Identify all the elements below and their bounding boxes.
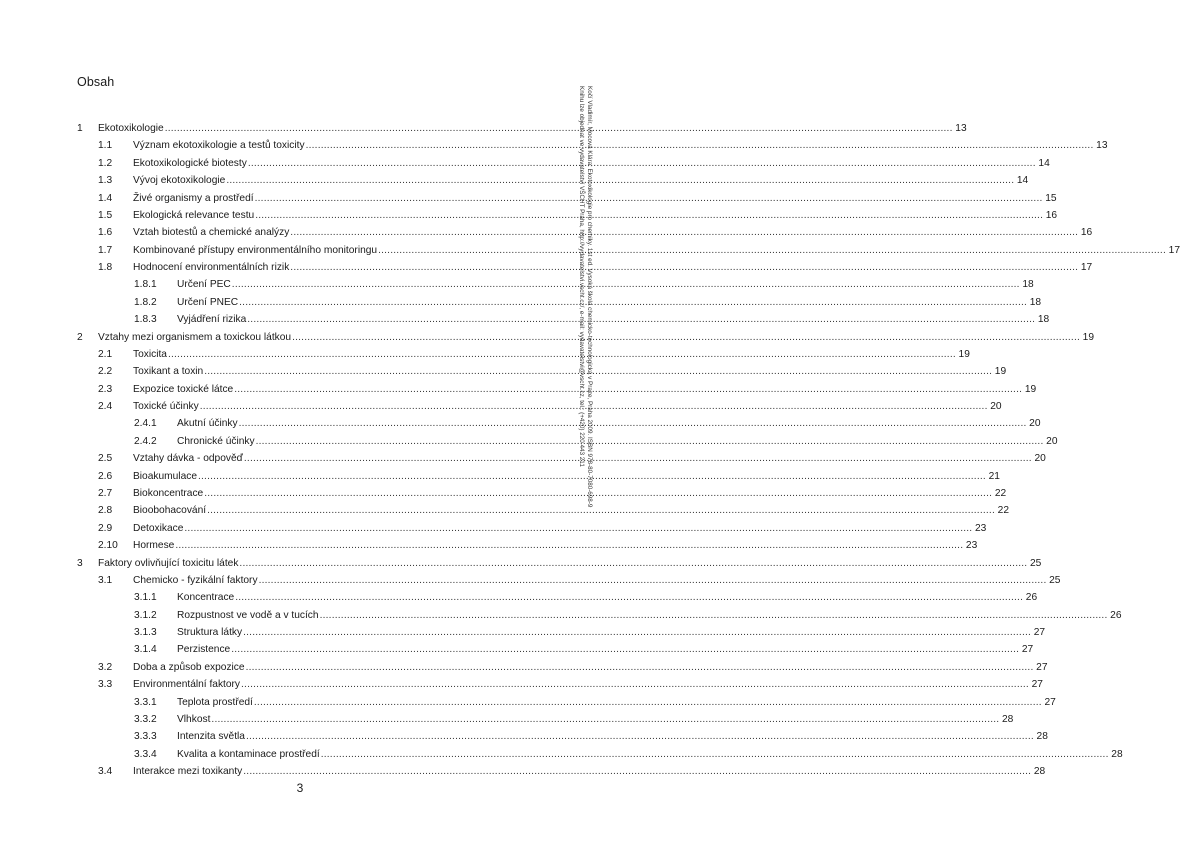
toc-entry-page: 28: [1036, 731, 1048, 743]
dot-leader: ....................................................................................................................................................................................................................................................................: [319, 609, 1108, 621]
dot-leader: ....................................................................................................................................................................................................................................................................: [245, 661, 1034, 673]
toc-entry-number: 3.3.1: [134, 696, 157, 708]
toc-entry-number: 1.5: [98, 209, 113, 221]
side-note-line-2: Knihu lze objednat ve vydavatelství VŠCHT Praha, http://vydavatelstvi.vscht.cz/, e-mail: vydavatelstvi@vscht.cz, tel.: (+420) 220 443 211: [578, 86, 586, 467]
toc-entry-title: Detoxikace: [133, 522, 184, 534]
page-title: Obsah: [77, 75, 115, 89]
toc-entry-number: 1.8.1: [134, 279, 157, 291]
toc-entry-page: 13: [955, 123, 967, 134]
toc-entry-title: Koncentrace: [177, 592, 235, 604]
toc-entry[interactable]: [0, 226, 1093, 240]
dot-leader: ....................................................................................................................................................................................................................................................................: [320, 748, 1109, 760]
dot-leader: ....................................................................................................................................................................................................................................................................: [245, 731, 1034, 743]
toc-entry-title: Toxikant a toxin: [133, 366, 204, 378]
toc-entry-page: 14: [1038, 157, 1050, 169]
toc-entry-title: Bioakumulace: [133, 470, 197, 482]
toc-entry[interactable]: [0, 591, 1038, 605]
dot-leader: ....................................................................................................................................................................................................................................................................: [164, 123, 953, 134]
toc-entry-title: Ekotoxikologie: [98, 123, 164, 134]
toc-entry-number: 2.2: [98, 366, 113, 378]
toc-entry-title: Určení PEC: [177, 279, 231, 291]
toc-entry-title: Ekologická relevance testu: [133, 209, 255, 221]
toc-entry-title: Vztah biotestů a chemické analýzy: [133, 227, 290, 239]
toc-entry-title: Akutní účinky: [177, 418, 238, 430]
toc-entry-title: Vývoj ekotoxikologie: [133, 175, 226, 187]
toc-entry-number: 1.6: [98, 227, 113, 239]
toc-entry-title: Expozice toxické látce: [133, 383, 234, 395]
toc-entry-page: 18: [1029, 296, 1042, 308]
toc-entry-title: Environmentální faktory: [133, 679, 241, 691]
dot-leader: ....................................................................................................................................................................................................................................................................: [235, 592, 1024, 604]
toc-entry-page: 20: [990, 401, 1002, 413]
toc-entry-number: 2.8: [98, 505, 113, 517]
toc-entry-page: 20: [1029, 418, 1041, 430]
dot-leader: ....................................................................................................................................................................................................................................................................: [238, 418, 1027, 430]
toc-entry-number: 3.1.1: [134, 592, 157, 604]
toc-entry-title: Interakce mezi toxikanty: [133, 766, 243, 778]
dot-leader: ....................................................................................................................................................................................................................................................................: [167, 348, 956, 360]
toc-entry[interactable]: [0, 209, 1058, 223]
toc-entry[interactable]: [0, 626, 1046, 640]
toc-entry[interactable]: [0, 765, 1046, 779]
toc-entry-title: Toxicita: [133, 348, 167, 360]
toc-entry-title: Rozpustnost ve vodě a v tucích: [177, 609, 319, 621]
toc-entry[interactable]: [0, 487, 1007, 501]
toc-entry[interactable]: [0, 696, 1056, 710]
toc-entry-number: 3.1.2: [134, 609, 157, 621]
side-note: [578, 86, 593, 507]
toc-entry-page: 19: [958, 348, 970, 360]
toc-entry-number: 1.8.2: [134, 296, 157, 308]
toc-entry-number: 2.10: [98, 540, 118, 552]
toc-entry-title: Chemicko - fyzikální faktory: [133, 574, 258, 586]
toc-entry-number: 1.7: [98, 244, 113, 256]
toc-entry-number: 2: [77, 331, 83, 343]
toc-entry-title: Vztahy dávka - odpověď: [133, 453, 243, 465]
toc-entry-number: 1.2: [98, 157, 113, 169]
dot-leader: ....................................................................................................................................................................................................................................................................: [226, 175, 1015, 187]
toc-entry-page: 23: [974, 522, 987, 534]
toc-entry-title: Určení PNEC: [177, 296, 239, 308]
toc-entry-number: 2.5: [98, 453, 113, 465]
toc-entry-page: 27: [1033, 627, 1046, 639]
toc-entry-number: 3.1.4: [134, 644, 157, 656]
toc-entry-page: 21: [988, 470, 1000, 482]
toc-entry[interactable]: [0, 661, 1048, 675]
toc-entry-page: 18: [1022, 279, 1034, 291]
toc-entry-number: 3.3: [98, 679, 113, 691]
toc-entry[interactable]: [0, 244, 1180, 258]
toc-entry-title: Toxické účinky: [133, 401, 199, 413]
toc-entry-page: 23: [965, 540, 978, 552]
toc-entry-page: 28: [1002, 713, 1014, 725]
toc-entry[interactable]: [0, 157, 1050, 171]
toc-entry-number: 1: [77, 123, 83, 134]
dot-leader: ....................................................................................................................................................................................................................................................................: [254, 192, 1043, 204]
toc-entry-number: 2.4.1: [134, 418, 157, 430]
toc-entry-page: 14: [1016, 175, 1029, 187]
toc-entry-page: 18: [1037, 314, 1050, 326]
toc-entry-title: Význam ekotoxikologie a testů toxicity: [133, 140, 305, 152]
toc-entry[interactable]: [0, 261, 1093, 275]
dot-leader: ....................................................................................................................................................................................................................................................................: [199, 401, 988, 413]
dot-leader: ....................................................................................................................................................................................................................................................................: [247, 314, 1036, 326]
toc-entry[interactable]: [0, 678, 1043, 692]
toc-entry-number: 1.3: [98, 175, 113, 187]
toc-entry-title: Kombinované přístupy environmentálního monitoringu: [133, 244, 378, 256]
toc-entry-page: 27: [1036, 661, 1048, 673]
dot-leader: ....................................................................................................................................................................................................................................................................: [290, 227, 1079, 239]
toc-entry-title: Ekotoxikologické biotesty: [133, 157, 247, 169]
side-note-line-1: Kočí Vladimír, Mocová Klára: Ekotoxikologie pro chemiky. 1st ed. Vysoká škola chemicko-technologická v Praze, Praha 2009. ISBN 978-80-7080-698-9: [586, 86, 593, 508]
toc-entry-page: 17: [1080, 262, 1093, 274]
toc-entry[interactable]: [0, 365, 1007, 379]
toc-entry-title: Chronické účinky: [177, 435, 255, 447]
toc-entry[interactable]: [0, 470, 1000, 484]
toc-entry[interactable]: [0, 400, 1002, 414]
toc-entry-title: Vyjádření rizika: [177, 314, 247, 326]
toc-entry-number: 3.4: [98, 766, 113, 778]
dot-leader: ....................................................................................................................................................................................................................................................................: [211, 713, 1000, 725]
toc-entry-page: 22: [994, 487, 1007, 499]
dot-leader: ....................................................................................................................................................................................................................................................................: [184, 522, 973, 534]
toc-entry-title: Intenzita světla: [177, 731, 245, 743]
toc-entry-page: 26: [1110, 609, 1122, 621]
toc-entry-page: 20: [1034, 453, 1046, 465]
toc-entry-number: 2.4: [98, 401, 113, 413]
toc-entry[interactable]: [0, 122, 967, 136]
toc-entry-page: 17: [1168, 244, 1180, 256]
dot-leader: ....................................................................................................................................................................................................................................................................: [292, 331, 1081, 343]
toc-entry[interactable]: [0, 574, 1061, 588]
toc-entry-title: Teplota prostředí: [177, 696, 253, 708]
toc-entry-number: 3.1.3: [134, 627, 157, 639]
toc-entry-title: Hormese: [133, 540, 175, 552]
toc-entry-page: 16: [1045, 209, 1058, 221]
toc-entry-number: 2.3: [98, 383, 113, 395]
dot-leader: ....................................................................................................................................................................................................................................................................: [243, 627, 1032, 639]
dot-leader: ....................................................................................................................................................................................................................................................................: [255, 209, 1044, 221]
toc-entry-number: 2.1: [98, 348, 113, 360]
toc-entry[interactable]: [0, 417, 1041, 431]
toc-entry-page: 25: [1049, 574, 1061, 586]
toc-entry[interactable]: [0, 748, 1123, 762]
dot-leader: ....................................................................................................................................................................................................................................................................: [258, 574, 1047, 586]
dot-leader: ....................................................................................................................................................................................................................................................................: [243, 766, 1032, 778]
toc-entry-title: Vlhkost: [177, 713, 211, 725]
toc-entry[interactable]: [0, 139, 1108, 153]
toc-entry[interactable]: [0, 383, 1037, 397]
dot-leader: ....................................................................................................................................................................................................................................................................: [247, 157, 1036, 169]
toc-entry-title: Bioobohacování: [133, 505, 207, 517]
dot-leader: ....................................................................................................................................................................................................................................................................: [207, 505, 995, 517]
toc-entry-number: 1.8: [98, 262, 113, 274]
dot-leader: ....................................................................................................................................................................................................................................................................: [241, 679, 1029, 691]
toc-entry-number: 2.9: [98, 522, 113, 534]
dot-leader: ....................................................................................................................................................................................................................................................................: [378, 244, 1166, 256]
dot-leader: ....................................................................................................................................................................................................................................................................: [243, 453, 1032, 465]
toc-entry-page: 26: [1025, 592, 1038, 604]
toc-entry-title: Hodnocení environmentálních rizik: [133, 262, 290, 274]
toc-entry-number: 3: [77, 557, 83, 569]
toc-entry[interactable]: [0, 278, 1034, 292]
toc-entry-page: 19: [1024, 383, 1037, 395]
toc-entry[interactable]: [0, 557, 1042, 571]
toc-entry[interactable]: [0, 174, 1029, 188]
dot-leader: ....................................................................................................................................................................................................................................................................: [204, 366, 993, 378]
toc-entry-title: Doba a způsob expozice: [133, 661, 245, 673]
toc-entry[interactable]: [0, 192, 1057, 206]
dot-leader: ....................................................................................................................................................................................................................................................................: [239, 557, 1028, 569]
toc-entry[interactable]: [0, 609, 1122, 623]
toc-entry-page: 25: [1030, 557, 1042, 569]
page-number: 3: [296, 781, 304, 795]
toc-entry-title: Kvalita a kontaminace prostředí: [177, 748, 320, 760]
dot-leader: ....................................................................................................................................................................................................................................................................: [231, 644, 1020, 656]
dot-leader: ....................................................................................................................................................................................................................................................................: [239, 296, 1028, 308]
toc-entry[interactable]: [0, 435, 1058, 449]
toc-entry-page: 27: [1031, 679, 1043, 691]
toc-entry-title: Perzistence: [177, 644, 231, 656]
toc-entry-page: 16: [1080, 227, 1093, 239]
toc-entry-page: 15: [1045, 192, 1057, 204]
toc-entry-number: 3.3.4: [134, 748, 157, 760]
dot-leader: ....................................................................................................................................................................................................................................................................: [253, 696, 1042, 708]
toc-entry-page: 20: [1046, 435, 1058, 447]
toc-entry-number: 2.6: [98, 470, 113, 482]
toc-entry[interactable]: [0, 331, 1095, 345]
toc-entry-number: 3.3.3: [134, 731, 157, 743]
toc-entry-title: Struktura látky: [177, 627, 243, 639]
dot-leader: ....................................................................................................................................................................................................................................................................: [198, 470, 986, 482]
toc-entry-page: 28: [1033, 766, 1046, 778]
toc-entry-title: Faktory ovlivňující toxicitu látek: [98, 557, 239, 569]
toc-entry-number: 3.1: [98, 574, 113, 586]
dot-leader: ....................................................................................................................................................................................................................................................................: [234, 383, 1023, 395]
toc-entry-title: Živé organismy a prostředí: [133, 192, 254, 204]
toc-entry[interactable]: [0, 522, 987, 536]
toc-entry-page: 27: [1044, 696, 1056, 708]
dot-leader: ....................................................................................................................................................................................................................................................................: [255, 435, 1044, 447]
dot-leader: ....................................................................................................................................................................................................................................................................: [175, 540, 964, 552]
toc-entry-number: 1.1: [98, 140, 113, 152]
toc-entry-page: 22: [997, 505, 1009, 517]
toc-entry-number: 3.3.2: [134, 713, 157, 725]
toc-entry-number: 2.4.2: [134, 435, 157, 447]
toc-entry-page: 19: [1082, 331, 1095, 343]
toc-entry-page: 27: [1021, 644, 1034, 656]
toc-entry-title: Vztahy mezi organismem a toxickou látkou: [98, 331, 292, 343]
toc-entry[interactable]: [0, 504, 1009, 518]
toc-entry-number: 2.7: [98, 487, 113, 499]
toc-entry-page: 13: [1096, 140, 1108, 152]
toc-entry-number: 1.8.3: [134, 314, 157, 326]
toc-entry[interactable]: [0, 452, 1046, 466]
toc-entry-page: 19: [994, 366, 1007, 378]
toc-entry[interactable]: [0, 643, 1034, 657]
toc-entry[interactable]: [0, 313, 1050, 327]
toc-entry-title: Biokoncentrace: [133, 487, 204, 499]
dot-leader: ....................................................................................................................................................................................................................................................................: [305, 140, 1094, 152]
toc-entry[interactable]: [0, 539, 978, 553]
toc-entry[interactable]: [0, 348, 970, 362]
toc-entry-number: 3.2: [98, 661, 113, 673]
dot-leader: ....................................................................................................................................................................................................................................................................: [204, 487, 993, 499]
dot-leader: ....................................................................................................................................................................................................................................................................: [290, 262, 1079, 274]
dot-leader: ....................................................................................................................................................................................................................................................................: [231, 279, 1020, 291]
toc-entry-number: 1.4: [98, 192, 113, 204]
toc-entry[interactable]: [0, 296, 1042, 310]
toc-entry-page: 28: [1111, 748, 1123, 760]
toc-entry[interactable]: [0, 713, 1014, 727]
toc-entry[interactable]: [0, 730, 1048, 744]
